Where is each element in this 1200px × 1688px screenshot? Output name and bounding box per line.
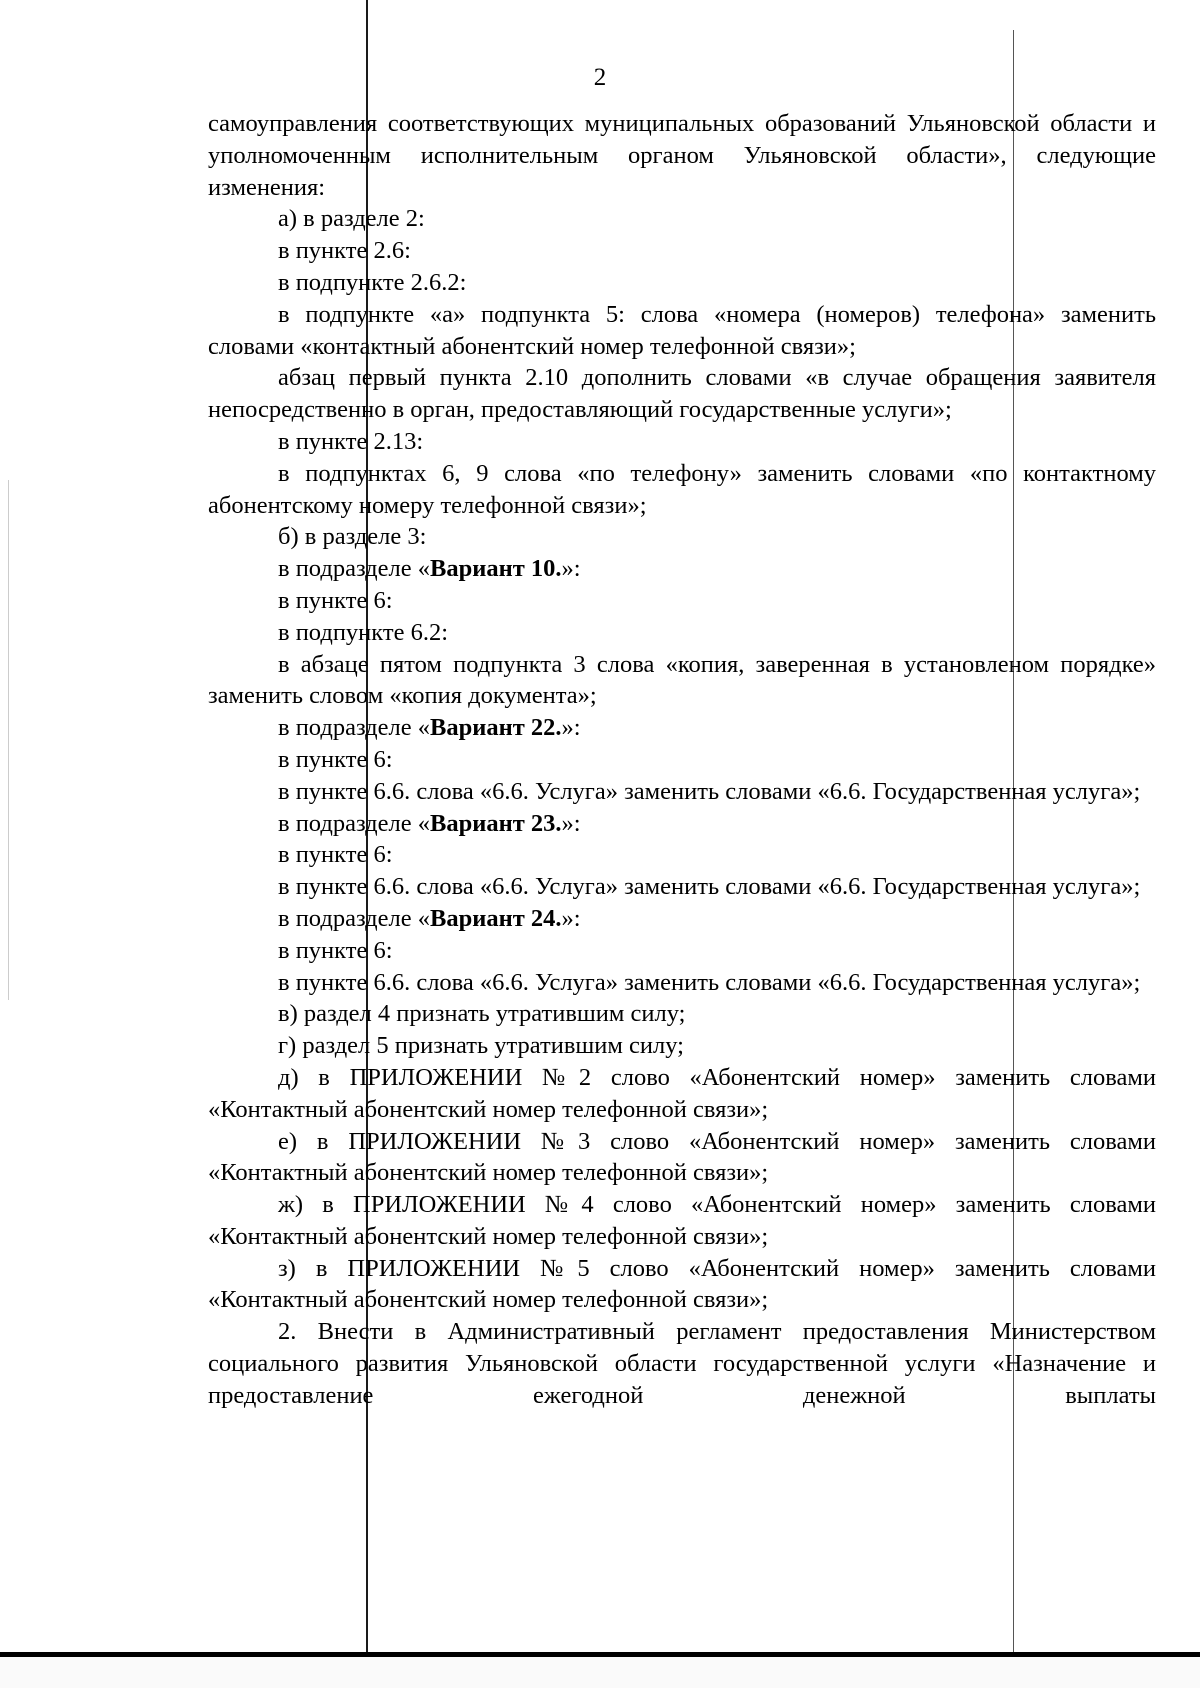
- paragraph-text: е) в ПРИЛОЖЕНИИ №3 слово «Абонентский номер» заменить словами «Контактный абонентский номер телефонной связи»;: [208, 1127, 1156, 1187]
- paragraph: [208, 1253, 1156, 1317]
- paragraph: [208, 871, 1156, 903]
- paragraph: [208, 235, 1156, 267]
- paragraph-text: д) в ПРИЛОЖЕНИИ №2 слово «Абонентский номер» заменить словами «Контактный абонентский номер телефонной связи»;: [208, 1063, 1156, 1123]
- paragraph-text: »:: [561, 809, 581, 837]
- paragraph-text: в абзаце пятом подпункта 3 слова «копия, заверенная в установленом порядке» заменить словом «копия документа»;: [208, 650, 1156, 710]
- paragraph: [208, 839, 1156, 871]
- paragraph-text: »:: [561, 555, 581, 583]
- paragraph: [208, 521, 1156, 553]
- bold-text: Вариант 23.: [430, 809, 562, 837]
- paragraph-text: в подпункте 6.2:: [278, 618, 449, 646]
- paragraph-text: з) в ПРИЛОЖЕНИИ №5 слово «Абонентский номер» заменить словами «Контактный абонентский номер телефонной связи»;: [208, 1254, 1156, 1314]
- scan-edge-mark: [8, 480, 9, 1000]
- paragraph-text: »:: [561, 714, 581, 742]
- paragraph-text: в подпункте 2.6.2:: [278, 268, 467, 296]
- paragraph-text: в пункте 2.13:: [278, 427, 424, 455]
- paragraph-text: в подпункте «а» подпункта 5: слова «номера (номеров) телефона» заменить словами «контактный абонентский номер телефонной связи»;: [208, 300, 1156, 360]
- paragraph: [208, 108, 1156, 203]
- paragraph-text: 2. Внести в Административный регламент предоставления Министерством социального развития Ульяновской области государственной услуги «Назначение и предоставление ежегодной денежной выплаты: [208, 1318, 1156, 1409]
- paragraph-text: в пункте 6:: [278, 586, 393, 614]
- paragraph: [208, 967, 1156, 999]
- paragraph: [208, 1062, 1156, 1126]
- paragraph-text: в пункте 6.6. слова «6.6. Услуга» заменить словами «6.6. Государственная услуга»;: [278, 873, 1141, 901]
- paragraph-text: в) раздел 4 признать утратившим силу;: [278, 1000, 686, 1028]
- bold-text: Вариант 22.: [430, 714, 562, 742]
- paragraph: [208, 585, 1156, 617]
- paragraph-text: в пункте 6:: [278, 936, 393, 964]
- page-number: 2: [593, 64, 607, 91]
- paragraph: [208, 903, 1156, 935]
- paragraph-text: в подразделе «: [278, 714, 430, 742]
- paragraph: [208, 744, 1156, 776]
- paragraph: [208, 776, 1156, 808]
- paragraph-text: »:: [561, 904, 581, 932]
- paragraph: [208, 553, 1156, 585]
- paragraph-text: самоуправления соответствующих муниципальных образований Ульяновской области и уполномоченным исполнительным органом Ульяновской области», следующие изменения:: [208, 110, 1156, 201]
- paragraph-text: в пункте 2.6:: [278, 237, 411, 265]
- paragraph: [208, 362, 1156, 426]
- paragraph-text: в подразделе «: [278, 809, 430, 837]
- paragraph-text: в подпунктах 6, 9 слова «по телефону» заменить словами «по контактному абонентскому номеру телефонной связи»;: [208, 459, 1156, 519]
- paragraph-text: б) в разделе 3:: [278, 523, 427, 551]
- paragraph: [208, 712, 1156, 744]
- scan-bottom-margin: [0, 1657, 1200, 1688]
- paragraph: [208, 935, 1156, 967]
- paragraph: [208, 203, 1156, 235]
- paragraph-text: в пункте 6.6. слова «6.6. Услуга» заменить словами «6.6. Государственная услуга»;: [278, 968, 1141, 996]
- paragraph: [208, 617, 1156, 649]
- paragraph-text: в пункте 6:: [278, 841, 393, 869]
- paragraph: [208, 1316, 1156, 1411]
- paragraph: [208, 808, 1156, 840]
- paragraph-text: абзац первый пункта 2.10 дополнить словами «в случае обращения заявителя непосредственно в орган, предоставляющий государственные услуги»;: [208, 364, 1156, 424]
- paragraph-text: ж) в ПРИЛОЖЕНИИ №4 слово «Абонентский номер» заменить словами «Контактный абонентский номер телефонной связи»;: [208, 1191, 1156, 1250]
- paragraph-text: в пункте 6:: [278, 745, 393, 773]
- paragraph: [208, 426, 1156, 458]
- paragraph-text: в подразделе «: [278, 555, 430, 583]
- paragraph-text: а) в разделе 2:: [278, 205, 425, 233]
- bold-text: Вариант 10.: [430, 555, 562, 583]
- paragraph: [208, 1189, 1156, 1253]
- bold-text: Вариант 24.: [430, 904, 562, 932]
- paragraph: [208, 299, 1156, 363]
- document-body: [208, 108, 1156, 1412]
- paragraph: [208, 1030, 1156, 1062]
- paragraph-text: в подразделе «: [278, 904, 430, 932]
- paragraph-text: в пункте 6.6. слова «6.6. Услуга» заменить словами «6.6. Государственная услуга»;: [278, 777, 1141, 805]
- paragraph-text: г) раздел 5 признать утратившим силу;: [278, 1032, 684, 1060]
- paragraph: [208, 267, 1156, 299]
- paragraph: [208, 458, 1156, 522]
- paragraph: [208, 998, 1156, 1030]
- paragraph: [208, 1126, 1156, 1190]
- paragraph: [208, 649, 1156, 713]
